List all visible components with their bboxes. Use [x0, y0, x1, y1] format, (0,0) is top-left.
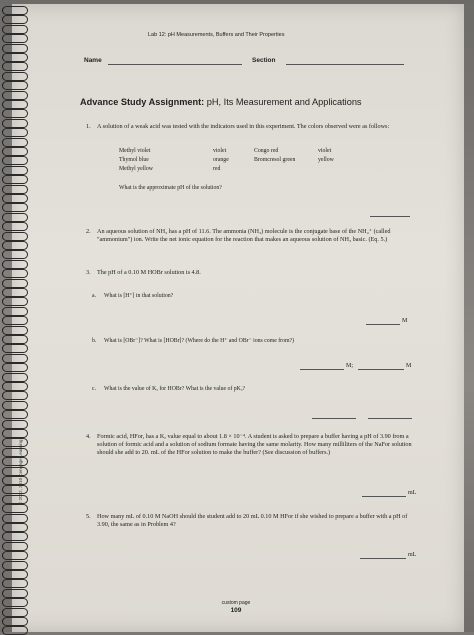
q3c-label: c. [92, 386, 97, 392]
lab-title: Lab 12: pH Measurements, Buffers and Their Properties [148, 32, 285, 38]
spiral-coil [2, 382, 28, 391]
indicator-color: yellow [318, 157, 334, 163]
indicator-name: Methyl yellow [119, 166, 153, 172]
q3-text: The pH of a 0.10 M HOBr solution is 4.8. [97, 269, 201, 276]
spiral-coil [2, 495, 28, 504]
q3b-text: What is [OBr⁻]? What is [HOBr]? (Where do the H⁺ and OBr⁻ ions come from?) [104, 338, 295, 344]
q4-number: 4. [86, 433, 91, 440]
spiral-coil [2, 363, 28, 372]
spiral-coil [2, 617, 28, 626]
q4-text: Formic acid, HFor, has a Kₐ value equal to about 1.8 × 10⁻⁴. A student is asked to prepare a buffer having a pH of 3.90 from a solution of formic acid and a solution of sodium formate having the same molarity. How many milliliters of the NaFor solution should she add to 20. mL of the HFor solution to make the buffer? (See discussion of buffers.) [97, 433, 412, 457]
spiral-coil [2, 175, 28, 184]
spiral-coil [2, 326, 28, 335]
spiral-coil [2, 626, 28, 635]
q3a-answer-field[interactable] [366, 324, 400, 325]
q3a-label: a. [92, 293, 97, 299]
spiral-coil [2, 232, 28, 241]
spiral-coil [2, 128, 28, 137]
q1-answer-field[interactable] [370, 216, 410, 217]
assignment-title [80, 97, 362, 107]
indicator-color: violet [318, 148, 332, 154]
spiral-coil [2, 598, 28, 607]
q4-unit: mL [408, 490, 417, 496]
q4-answer-field[interactable] [362, 496, 406, 497]
spiral-coil [2, 109, 28, 118]
spiral-coil [2, 241, 28, 250]
q2-text: An aqueous solution of NH₃ has a pH of 11.6. The ammonia (NH₃) molecule is the conjugate base of the NH₄⁺ (called "ammonium") ion. Write the net ionic equation for the reaction that makes an aqueous solution of NH₃ basic. (Eq. 5.) [97, 228, 391, 244]
copyright-notice: © 2012, 2010 Cengage Learning [18, 439, 23, 505]
q3b-answer-field-1[interactable] [300, 369, 344, 370]
spiral-coil [2, 429, 28, 438]
spiral-coil [2, 420, 28, 429]
indicator-name: Bromcresol green [254, 157, 296, 163]
spiral-coil [2, 222, 28, 231]
spiral-coil [2, 119, 28, 128]
spiral-coil [2, 589, 28, 598]
spiral-coil [2, 213, 28, 222]
spiral-coil [2, 203, 28, 212]
spiral-coil [2, 457, 28, 466]
q3a-unit: M [402, 318, 408, 324]
spiral-coil [2, 72, 28, 81]
spiral-coil [2, 504, 28, 513]
spiral-coil [2, 307, 28, 316]
spiral-coil [2, 551, 28, 560]
spiral-coil [2, 335, 28, 344]
spiral-coil [2, 269, 28, 278]
spiral-coil [2, 467, 28, 476]
spiral-coil [2, 476, 28, 485]
assignment-title-bold: Advance Study Assignment: [80, 97, 205, 107]
q1-number: 1. [86, 123, 91, 130]
q3b-unit-1: M; [346, 363, 354, 369]
q3b-label: b. [92, 338, 97, 344]
q3c-answer-field-1[interactable] [312, 418, 356, 419]
spiral-coil [2, 438, 28, 447]
spiral-coil [2, 279, 28, 288]
spiral-coil [2, 523, 28, 532]
assignment-title-rest: pH, Its Measurement and Applications [204, 97, 362, 107]
spiral-coil [2, 53, 28, 62]
name-label: Name [84, 57, 102, 64]
custom-page-label: custom page [221, 600, 251, 606]
spiral-coil [2, 81, 28, 90]
spiral-coil [2, 532, 28, 541]
spiral-coil [2, 448, 28, 457]
q3-number: 3. [86, 269, 91, 276]
spiral-coil [2, 185, 28, 194]
spiral-coil [2, 297, 28, 306]
spiral-coil [2, 138, 28, 147]
spiral-coil [2, 344, 28, 353]
spiral-coil [2, 579, 28, 588]
q3c-text: What is the value of Kₐ for HOBr? What is the value of pKₐ? [104, 386, 246, 392]
spiral-coil [2, 410, 28, 419]
spiral-coil [2, 44, 28, 53]
spiral-coil [2, 100, 28, 109]
spiral-coil [2, 6, 28, 15]
spiral-coil [2, 15, 28, 24]
spiral-coil [2, 485, 28, 494]
q5-unit: mL [408, 552, 417, 558]
spiral-coil [2, 391, 28, 400]
q5-number: 5. [86, 513, 91, 520]
spiral-coil [2, 542, 28, 551]
q2-number: 2. [86, 228, 91, 235]
spiral-coil [2, 62, 28, 71]
spiral-coil [2, 608, 28, 617]
spiral-coil [2, 561, 28, 570]
spiral-coil [2, 147, 28, 156]
spiral-coil [2, 354, 28, 363]
spiral-coil [2, 514, 28, 523]
spiral-binding [0, 0, 28, 632]
spiral-coil [2, 288, 28, 297]
spiral-coil [2, 260, 28, 269]
section-field[interactable] [286, 64, 404, 65]
indicator-color: violet [213, 148, 227, 154]
spiral-coil [2, 250, 28, 259]
spiral-coil [2, 156, 28, 165]
section-label: Section [252, 57, 276, 64]
indicator-name: Methyl violet [119, 148, 151, 154]
name-field[interactable] [108, 64, 242, 65]
indicator-name: Thymol blue [119, 157, 149, 163]
page-number: 109 [230, 607, 242, 614]
spiral-coil [2, 373, 28, 382]
q3b-answer-field-2[interactable] [358, 369, 404, 370]
q3b-unit-2: M [406, 363, 412, 369]
spiral-coil [2, 401, 28, 410]
indicator-name: Congo red [254, 148, 279, 154]
spiral-coil [2, 166, 28, 175]
q5-answer-field[interactable] [360, 558, 406, 559]
q1-prompt: What is the approximate pH of the solution? [119, 185, 222, 191]
spiral-coil [2, 316, 28, 325]
spiral-coil [2, 570, 28, 579]
q3a-text: What is [H⁺] in that solution? [104, 293, 174, 299]
q1-text: A solution of a weak acid was tested with the indicators used in this experiment. The colors observed were as follows: [97, 123, 390, 130]
spiral-coil [2, 34, 28, 43]
indicator-color: orange [213, 157, 229, 163]
spiral-coil [2, 25, 28, 34]
spiral-coil [2, 91, 28, 100]
q3c-answer-field-2[interactable] [368, 418, 412, 419]
q5-text: How many mL of 0.10 M NaOH should the student add to 20 mL 0.10 M HFor if she wished to prepare a buffer with a pH of 3.90, the same as in Problem 4? [97, 513, 408, 529]
indicator-color: red [213, 166, 221, 172]
spiral-coil [2, 194, 28, 203]
